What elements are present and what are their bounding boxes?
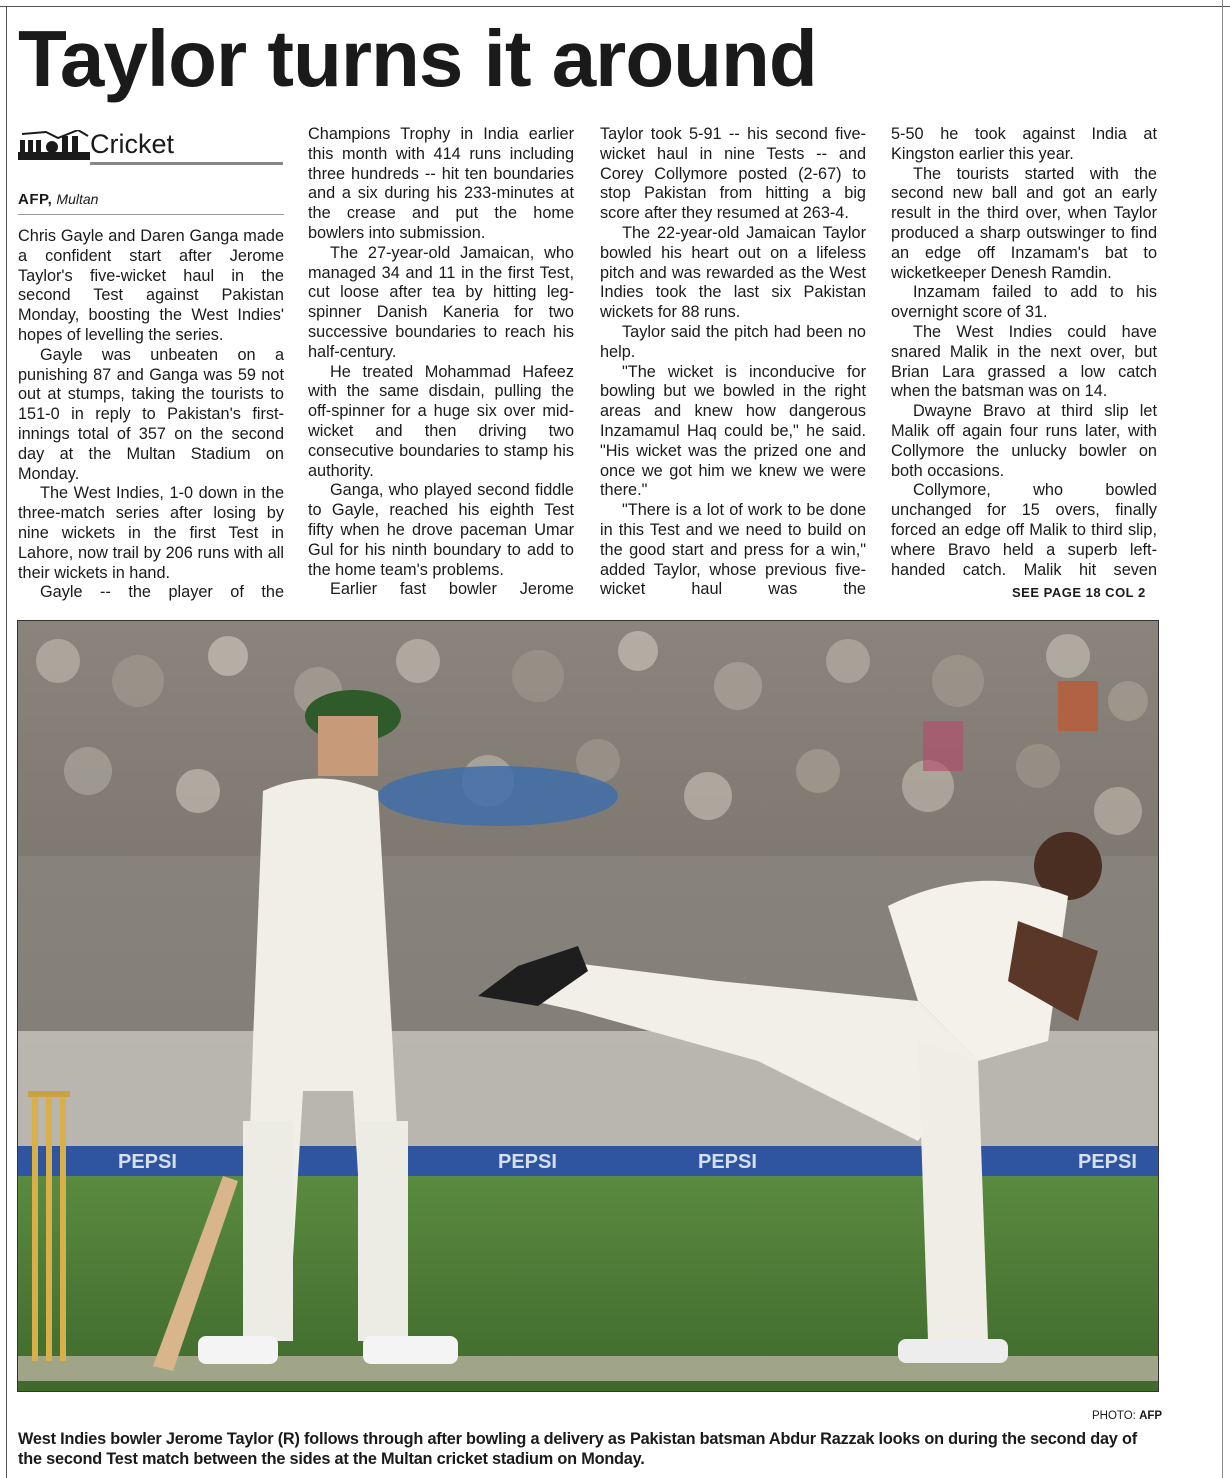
headline: Taylor turns it around: [18, 14, 817, 103]
paragraph: "The wicket is inconducive for bowling but we bowled in the right areas and knew how dangerous Inzamamul Haq could be," he said. "His wicket was the prized one and once we got him we knew we were there.": [600, 362, 866, 500]
top-rule: [0, 6, 1230, 7]
paragraph: 5-50 he took against India at Kingston earlier this year.: [891, 125, 1157, 163]
dateline-rule: [18, 214, 284, 215]
paragraph: Taylor took 5-91 -- his second five-wicket haul in nine Tests -- and Corey Collymore posted (2-67) to stop Pakistan from hitting a big score after they resumed at 263-4.: [600, 125, 866, 223]
paragraph: Ganga, who played second fiddle to Gayle, reached his eighth Test fifty when he drove paceman Umar Gul for his ninth boundary to add to the home team's problems.: [308, 481, 574, 579]
svg-text:PEPSI: PEPSI: [118, 1151, 177, 1173]
photo-credit: [1092, 1410, 1162, 1422]
photo-credit-source: AFP: [1139, 1410, 1163, 1422]
stumps: [28, 1091, 70, 1361]
paragraph: He treated Mohammad Hafeez with the same disdain, pulling the off-spinner for a huge six over mid-wicket and then driving two consecutive boundaries to stamp his authority.: [308, 362, 574, 480]
paragraph: The 22-year-old Jamaican Taylor bowled his heart out on a lifeless pitch and was rewarded as the West Indies took the last six Pakistan wickets for 88 runs.: [600, 223, 866, 322]
paragraph: Dwayne Bravo at third slip let Malik off again four runs later, with Collymore the unlucky bowler on both occasions.: [891, 402, 1157, 480]
right-border: [1222, 0, 1223, 1478]
paragraph: The West Indies, 1-0 down in the three-match series after losing by nine wickets in the first Test in Lahore, now trail by 206 runs with all their wickets in hand.: [18, 484, 284, 582]
article-column-1: [18, 227, 284, 603]
paragraph: Gayle was unbeaten on a punishing 87 and Ganga was 59 not out at stumps, taking the tourists to 151-0 in reply to Pakistan's first-innings total of 357 on the second day at the Multan Stadium on Monday.: [18, 345, 284, 483]
photo-caption: West Indies bowler Jerome Taylor (R) follows through after bowling a delivery as Pakistan batsman Abdur Razzak looks on during the second day of the second Test match between the sides at the Multan cricket stadium on Monday.: [18, 1430, 1137, 1468]
paragraph: Chris Gayle and Daren Ganga made a confident start after Jerome Taylor's five-wicket haul in the second Test against Pakistan Monday, boosting the West Indies' hopes of levelling the series.: [18, 227, 284, 344]
paragraph: Inzamam failed to add to his overnight score of 31.: [891, 283, 1157, 322]
svg-text:PEPSI: PEPSI: [1078, 1151, 1137, 1173]
section-rule: [90, 162, 283, 165]
photo-credit-label: PHOTO:: [1092, 1410, 1136, 1422]
left-border: [6, 6, 7, 1478]
paragraph: Champions Trophy in India earlier this month with 414 runs including three hundreds -- hit ten boundaries and a six during his 233-minutes at the crease and put the home bowlers into submission.: [308, 125, 574, 242]
cricket-stumps-ball-icon: [18, 130, 90, 160]
paragraph: The West Indies could have snared Malik in the next over, but Brian Lara grassed a low catch when the batsman was on 14.: [891, 322, 1157, 401]
cricket-match-photo: [18, 621, 1158, 1391]
article-column-4: [891, 125, 1157, 580]
svg-text:PEPSI: PEPSI: [498, 1151, 557, 1173]
svg-text:PEPSI: PEPSI: [698, 1151, 757, 1173]
paragraph: Earlier fast bowler Jerome: [330, 580, 574, 599]
dateline: [18, 189, 98, 210]
section-label: Cricket: [90, 129, 175, 159]
paragraph: The tourists started with the second new ball and got an early result in the third over, when Taylor produced a sharp outswinger to find an edge off Inzamam's bat to wicketkeeper Denesh Ramdin.: [891, 164, 1157, 282]
dateline-agency: AFP,: [18, 191, 53, 208]
paragraph: "There is a lot of work to be done in this Test and we need to build on the good start and press for a win," added Taylor, whose previous five-wicket haul was the: [600, 501, 866, 599]
article-column-2: [308, 125, 574, 600]
paragraph: Taylor said the pitch had been no help.: [600, 322, 866, 361]
paragraph: Gayle -- the player of the: [40, 583, 284, 602]
paragraph: Collymore, who bowled unchanged for 15 overs, finally forced an edge off Malik to third slip, where Bravo held a superb left-handed catch. Malik hit seven: [891, 481, 1157, 579]
section-kicker: [18, 124, 283, 166]
continuation-jump: SEE PAGE 18 COL 2: [1012, 585, 1146, 600]
article-column-3: [600, 125, 866, 600]
paragraph: The 27-year-old Jamaican, who managed 34 and 11 in the first Test, cut loose after tea by hitting leg-spinner Danish Kaneria for two successive boundaries to reach his half-century.: [308, 243, 574, 361]
news-photo: [17, 620, 1159, 1392]
dateline-place: Multan: [56, 191, 99, 207]
